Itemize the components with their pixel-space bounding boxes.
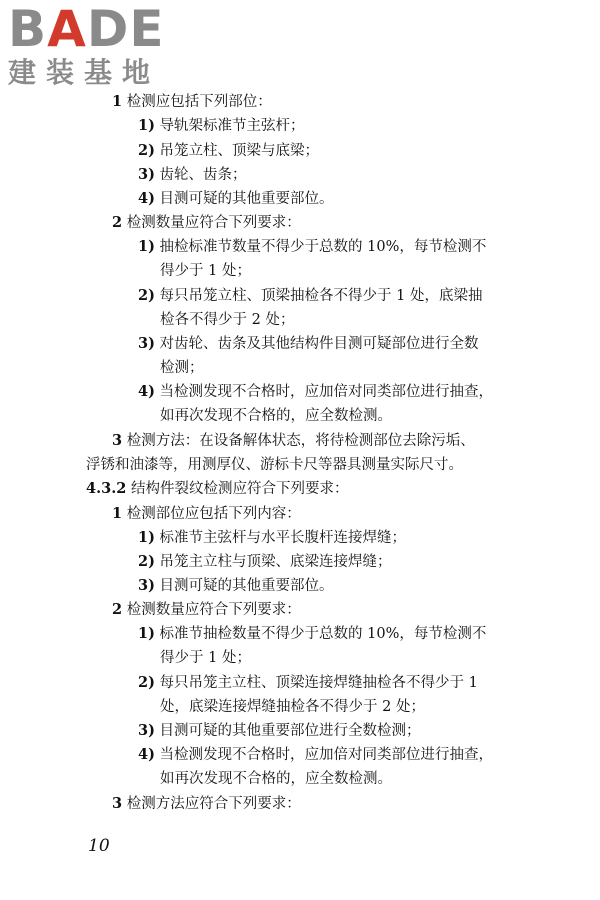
- list-item: 1) 导轨架标准节主弦杆；: [138, 117, 305, 134]
- list-item: 4) 当检测发现不合格时，应加倍对同类部位进行抽查，: [138, 746, 494, 763]
- list-item: 得少于 1 处；: [160, 263, 251, 279]
- list-item: 1) 抽检标准节数量不得少于总数的 10%，每节检测不: [138, 238, 487, 255]
- list-item: 2 检测数量应符合下列要求：: [112, 601, 301, 618]
- list-item: 1) 标准节抽检数量不得少于总数的 10%，每节检测不: [138, 625, 487, 642]
- list-item: 1 检测部位应包括下列内容：: [112, 505, 301, 522]
- list-item: 4) 目测可疑的其他重要部位。: [138, 190, 334, 207]
- list-item: 3 检测方法：在设备解体状态，将待检测部位去除污垢、: [112, 432, 475, 449]
- brand-logo: [8, 2, 183, 88]
- list-item: 如再次发现不合格的，应全数检测。: [160, 408, 392, 424]
- list-item: 2) 每只吊笼主立柱、顶梁连接焊缝抽检各不得少于 1: [138, 674, 478, 691]
- list-item: 处，底梁连接焊缝抽检各不得少于 2 处；: [160, 699, 425, 715]
- list-item: 检测；: [160, 360, 204, 376]
- logo-letters-de: DE: [86, 0, 165, 58]
- list-item: 2) 每只吊笼立柱、顶梁抽检各不得少于 1 处，底梁抽: [138, 287, 483, 304]
- list-item: 浮锈和油漆等，用测厚仪、游标卡尺等器具测量实际尺寸。: [86, 457, 463, 473]
- list-item: 3 检测方法应符合下列要求：: [112, 795, 301, 812]
- section-heading: 4.3.2 结构件裂纹检测应符合下列要求：: [86, 480, 349, 497]
- logo-subtitle: 建装基地: [8, 56, 161, 89]
- list-item: 4) 当检测发现不合格时，应加倍对同类部位进行抽查，: [138, 383, 494, 400]
- list-item: 3) 目测可疑的其他重要部位。: [138, 577, 334, 594]
- list-item: 检各不得少于 2 处；: [160, 312, 295, 328]
- list-item: 1 检测应包括下列部位：: [112, 93, 272, 110]
- list-item: 如再次发现不合格的，应全数检测。: [160, 771, 392, 787]
- list-item: 3) 齿轮、齿条；: [138, 166, 247, 183]
- logo-brand-text: [8, 2, 183, 56]
- list-item: 2 检测数量应符合下列要求：: [112, 214, 301, 231]
- page-number: 10: [88, 836, 110, 856]
- list-item: 3) 目测可疑的其他重要部位进行全数检测；: [138, 722, 421, 739]
- logo-letter-b: B: [8, 0, 48, 58]
- logo-letter-a: A: [47, 0, 87, 58]
- list-item: 2) 吊笼主立柱与顶梁、底梁连接焊缝；: [138, 553, 392, 570]
- list-item: 1) 标准节主弦杆与水平长腹杆连接焊缝；: [138, 529, 407, 546]
- list-item: 3) 对齿轮、齿条及其他结构件目测可疑部位进行全数: [138, 335, 479, 352]
- list-item: 2) 吊笼立柱、顶梁与底梁；: [138, 142, 320, 159]
- list-item: 得少于 1 处；: [160, 650, 251, 666]
